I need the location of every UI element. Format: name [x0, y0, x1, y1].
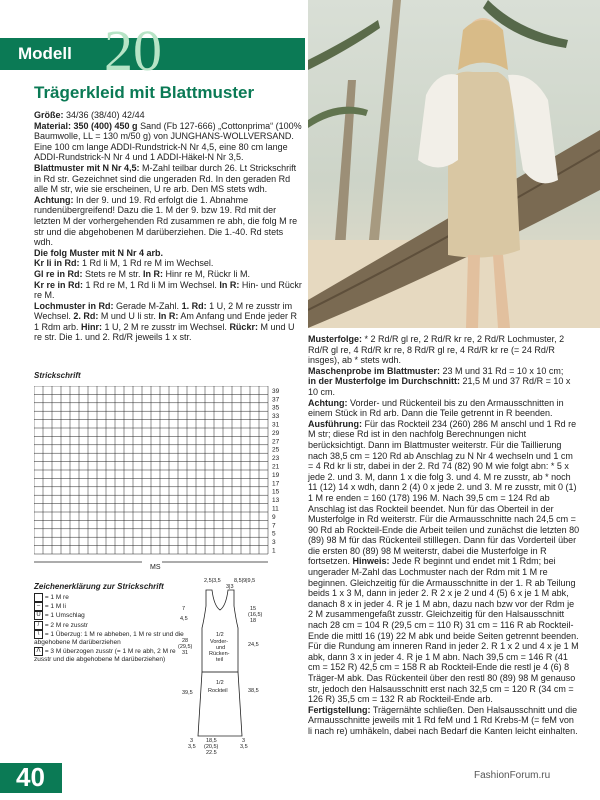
loch-text: Gerade M-Zahl.: [113, 300, 180, 311]
achtung2-text: Vorder- und Rückenteil bis zu den Armausschnitten in einem Stück in Rd arb. Dann die Teile getrennt in R beenden.: [308, 397, 564, 419]
ausf-label: Ausführung:: [308, 418, 362, 429]
sch-right-165: (16,5): [248, 612, 263, 618]
sch-left-395: 39,5: [182, 690, 193, 696]
gl-text: Stets re M str.: [82, 268, 141, 279]
watermark: FashionForum.ru: [474, 770, 551, 781]
legend-box: Λ: [34, 647, 43, 656]
chart-row-label: 23: [272, 455, 280, 463]
sch-bottom-1: 18,5: [206, 738, 217, 744]
chart-row-labels: [272, 388, 280, 555]
chart-row-label: 17: [272, 480, 280, 488]
sch-half-a: 1/2: [216, 632, 224, 638]
chart-row-label: 31: [272, 421, 280, 429]
legend-text-1: = 1 M re: [44, 594, 69, 602]
sch-rock: Rockteil: [208, 688, 228, 694]
krre-r-label: In R:: [219, 279, 240, 290]
achtung-label: Achtung:: [34, 194, 74, 205]
kr-text: 1 Rd li M, 1 Rd re M im Wechsel.: [79, 258, 214, 269]
krre-text: 1 Rd re M, 1 Rd li M im Wechsel.: [83, 279, 217, 290]
chart-row-label: 39: [272, 387, 280, 395]
chart-row-label: 15: [272, 488, 280, 496]
legend-item-3m: [34, 647, 184, 664]
modell-label: Modell: [18, 44, 72, 63]
sch-bottom-l2: 3,5: [188, 744, 196, 750]
chart-row-label: 5: [272, 530, 276, 538]
hinweis-text: Jede R beginnt und endet mit 1 Rdm; bei ungerader M-Zahl das Lochmuster nach der Rdm mit 1 M re beginnen. Gleichzeitig für die Armausschnitte in der 1. R ab Teilung beids 1 x 3 M, dann in jeder 2. R 2 x je 2 und 4 (5) 6 x je 1 M abk, danach 8 x in jeder 4. R je 1 M abn, dazu nach bzw vor der Rdm je 2 M zusammengefaßt zusstr. Gleichzeitig für den Halsausschnitt nach 28 cm = 104 R (29,5 cm = 110 R) 31 cm = 116 R ab Rockteil-Ende die mittl 16 (19) 22 M abk und beide Seiten getrennt beenden. Für die Rundung am inneren Rand in jeder 2. R 1 x 2 und 4 x je 1 M abk, dann 3 x in jeder 4. R je 1 M abn. Nach 39,5 cm = 146 R (41 cm = 152 R) 42,5 cm = 158 R ab Rockteil-Ende die restl je 4 (6) 8 Träger-M abk. Das Rückenteil über den restl 80 (89) 98 M genauso str, jedoch den Halsausschnitt erst nach 32,5 cm = 120 R (34 cm = 126 R) 35,5 cm = 132 R ab Rockteil-Ende arb.: [308, 556, 579, 705]
garment-schematic: [176, 576, 272, 754]
legend-text-3: = 1 Umschlag: [44, 612, 85, 620]
loch-rr-label: Rückr:: [229, 321, 258, 332]
legend-box: [34, 593, 43, 602]
chart-grid: [34, 386, 268, 554]
sch-front-2: und: [216, 645, 226, 651]
krre-r-text: Hin- und Rückr re M.: [34, 279, 302, 301]
material-label: Material: 350 (400) 450 g: [34, 120, 138, 131]
loch-r-text: Am Anfang und Ende jeder R 1 Rdm arb.: [34, 311, 298, 332]
sch-bottom-3: 22,5: [206, 750, 217, 754]
fertig-label: Fertigstellung:: [308, 704, 371, 715]
sch-front-3: Rücken-: [209, 651, 230, 657]
sch-right-245: 24,5: [248, 642, 259, 648]
legend-title: Zeichenerklärung zur Strickschrift: [34, 582, 164, 591]
chart-row-label: 37: [272, 396, 280, 404]
chart-row-label: 21: [272, 463, 280, 471]
sch-left-7: 7: [182, 606, 186, 612]
chart-ms-label: MS: [150, 564, 161, 571]
knitting-chart: [34, 386, 290, 572]
hinweis-label: Hinweis:: [352, 556, 390, 567]
chart-row-label: 35: [272, 404, 280, 412]
loch-2-text: M und U li str.: [98, 311, 156, 322]
chart-row-label: 3: [272, 539, 276, 547]
legend-item-li: [34, 602, 184, 611]
chart-row-label: 25: [272, 446, 280, 454]
blatt-text: M-Zahl teilbar durch 26. Lt Strickschrift in Rd str. Gezeichnet sind die ungeraden Rd. In den geraden Rd alle M str, wie sie erscheinen, U re arb. Den MS stets wdh.: [34, 162, 297, 195]
gl-r-text: Hinr re M, Rückr li M.: [163, 268, 251, 279]
chart-row-label: 27: [272, 438, 280, 446]
musterfolge-label: Musterfolge:: [308, 334, 362, 344]
sch-left-295: (29,5): [178, 644, 193, 650]
loch-2-label: 2. Rd:: [73, 311, 99, 322]
gl-r-label: In R:: [143, 268, 164, 279]
musterfolge-text: * 2 Rd/R gl re, 2 Rd/R kr re, 2 Rd/R Lochmuster, 2 Rd/R gl re, 4 Rd/R kr re, 8 Rd/R gl re, 4 Rd/R kr re (= 24 Rd/R insges), ab * stets wdh.: [308, 334, 565, 366]
material-text: Sand (Fb 127-666) „Cottonprima“ (100% Baumwolle, LL = 130 m/50 g) von JUNGHANS-WOLLVERSAND. Eine 100 cm lange ADDI-Rundstrick-N Nr 4,5, eine 80 cm lange ADDI-Rundstrick-N Nr 4 und 1 ADDI-Häkel-N Nr 3,5.: [34, 120, 302, 163]
legend-text-6: = 3 M überzogen zusstr (= 1 M re abh, 2 M re zusstr und die abgehobene M darüberziehen): [34, 648, 176, 664]
instructions-column-1: [34, 110, 302, 343]
chart-row-label: 13: [272, 497, 280, 505]
kr-label: Kr li in Rd:: [34, 258, 80, 269]
sch-right-385: 38,5: [248, 688, 259, 694]
ausf-text: Für das Rockteil 234 (260) 286 M anschl und 1 Rd re M str; diese Rd ist in den nachfolg Berechnungen nicht berücksichtigt. Dann im Blattmuster weiterstr. Für die Taillierung nach 38,5 cm = 120 Rd ab Anschlag zu N Nr 4 wechseln und 1 cm = 4 Rd kr li str, dabei in der 2. Rd 74 (82) 90 M wie folgt abn: * 5 x jede 2. und 3. M, dann 1 x die folg 3. und 4. M re zusstr, ab * noch 11 (12) 14 x wdh, dann 2 (4) 0 x jede 2. und 3. M re zusstr, mit 0 (1) 1 M re enden = 160 (178) 196 M. Nach 39,5 cm = 124 Rd ab Anschlag ist das Rockteil beendet. Nun für das Oberteil in der Musterfolge in Rd weiterstr. Für die Armausschnitte nach 24,5 cm = 90 Rd ab Rockteil-Ende die Arbeit teilen und zunächst die letzten 80 (89) 98 M für das Rückenteil stilllegen. Dann für das Vorderteil über die ersten 80 (89) 98 M weiterstr, dabei die Musterfolge in R fortsetzen.: [308, 418, 580, 567]
gl-label: Gl re in Rd:: [34, 268, 83, 279]
model-photo: [308, 0, 600, 328]
folg-label: Die folg Muster mit N Nr 4 arb.: [34, 247, 164, 258]
chart-row-label: 29: [272, 429, 280, 437]
legend-box: –: [34, 602, 43, 611]
sch-front-4: teil: [216, 657, 224, 663]
sch-top-c: 8,5|9|9,5: [234, 578, 256, 584]
chart-title: Strickschrift: [34, 371, 81, 380]
sch-left-31: 31: [182, 650, 189, 656]
sch-top-b: 3|3: [226, 584, 234, 590]
chart-row-label: 11: [272, 505, 279, 513]
chart-row-label: 19: [272, 471, 280, 479]
modell-number: 20: [104, 18, 162, 83]
sch-front-1: Vorder-: [210, 639, 229, 645]
legend-box: \: [34, 630, 43, 639]
legend-item-umschlag: [34, 611, 184, 620]
masche-label: Maschenprobe im Blattmuster:: [308, 365, 441, 376]
masche-text: 23 M und 31 Rd = 10 x 10 cm;: [440, 365, 564, 376]
sch-bottom-l: 3: [190, 738, 194, 744]
sch-top-a: 2,5|3,5: [204, 578, 221, 584]
sch-half-b: 1/2: [216, 680, 224, 686]
sch-right-18: 18: [250, 618, 257, 624]
masche2-label: in der Musterfolge im Durchschnitt:: [308, 376, 461, 387]
loch-r-label: In R:: [158, 311, 179, 322]
blatt-label: Blattmuster mit N Nr 4,5:: [34, 162, 140, 173]
sch-bottom-r2: 3,5: [240, 744, 248, 750]
chart-row-label: 33: [272, 413, 280, 421]
page-title: Trägerkleid mit Blattmuster: [34, 83, 255, 102]
sch-right-15: 15: [250, 606, 257, 612]
fertig-text: Trägernähte schließen. Den Halsausschnitt und die Armausschnitte jeweils mit 1 Rd feM und 1 Rd Krebs-M (= feM von li nach re) umhäkeln, dabei nach Bedarf die Kanten leicht einhalten.: [308, 704, 578, 736]
legend-box: /: [34, 621, 43, 630]
masche2-text: 21,5 M und 37 Rd/R = 10 x 10 cm.: [308, 376, 571, 397]
legend-item-ueberzug: [34, 630, 184, 647]
sch-left-45: 4,5: [180, 616, 188, 622]
sch-bottom-r: 3: [242, 738, 246, 744]
chart-row-label: 1: [272, 547, 276, 555]
sch-bottom-2: (20,5): [204, 744, 219, 750]
chart-row-label: 7: [272, 522, 276, 530]
achtung2-label: Achtung:: [308, 397, 348, 408]
legend-list: [34, 593, 184, 664]
loch-h-label: Hinr:: [81, 321, 103, 332]
achtung-text: In der 9. und 19. Rd erfolgt die 1. Abnahme rundenübergreifend! Dazu die 1. M der 9. bzw 19. Rd mit der letzten M der vorhergehenden Rd zusammen re abh, die folg M re str und die abgehobenen M darüberziehen. Die 1.-40. Rd stets wdh.: [34, 194, 298, 248]
instructions-column-2: [308, 334, 580, 737]
legend-box: U: [34, 611, 43, 620]
loch-1-label: 1. Rd:: [181, 300, 207, 311]
sch-left-28: 28: [182, 638, 189, 644]
legend-text-2: = 1 M li: [44, 603, 66, 611]
loch-1-text: 1 U, 2 M re zusstr im Wechsel.: [34, 300, 293, 322]
chart-row-label: 9: [272, 513, 276, 521]
page-number: 40: [16, 762, 45, 792]
photo-illustration: [308, 0, 600, 328]
loch-label: Lochmuster in Rd:: [34, 300, 114, 311]
legend-item-zusstr: [34, 621, 184, 630]
legend-item-re: [34, 593, 184, 602]
legend-text-4: = 2 M re zusstr: [44, 621, 88, 629]
groesse-text: 34/36 (38/40) 42/44: [63, 110, 145, 120]
loch-rr-text: M und U re str. Die 1. und 2. Rd/R jeweils 1 x str.: [34, 321, 295, 343]
krre-label: Kr re in Rd:: [34, 279, 84, 290]
legend-text-5: = 1 Überzug: 1 M re abheben, 1 M re str und die abgehobene M darüberziehen: [34, 631, 184, 647]
loch-h-text: 1 U, 2 M re zusstr im Wechsel.: [102, 321, 227, 332]
groesse-label: Größe:: [34, 110, 64, 120]
